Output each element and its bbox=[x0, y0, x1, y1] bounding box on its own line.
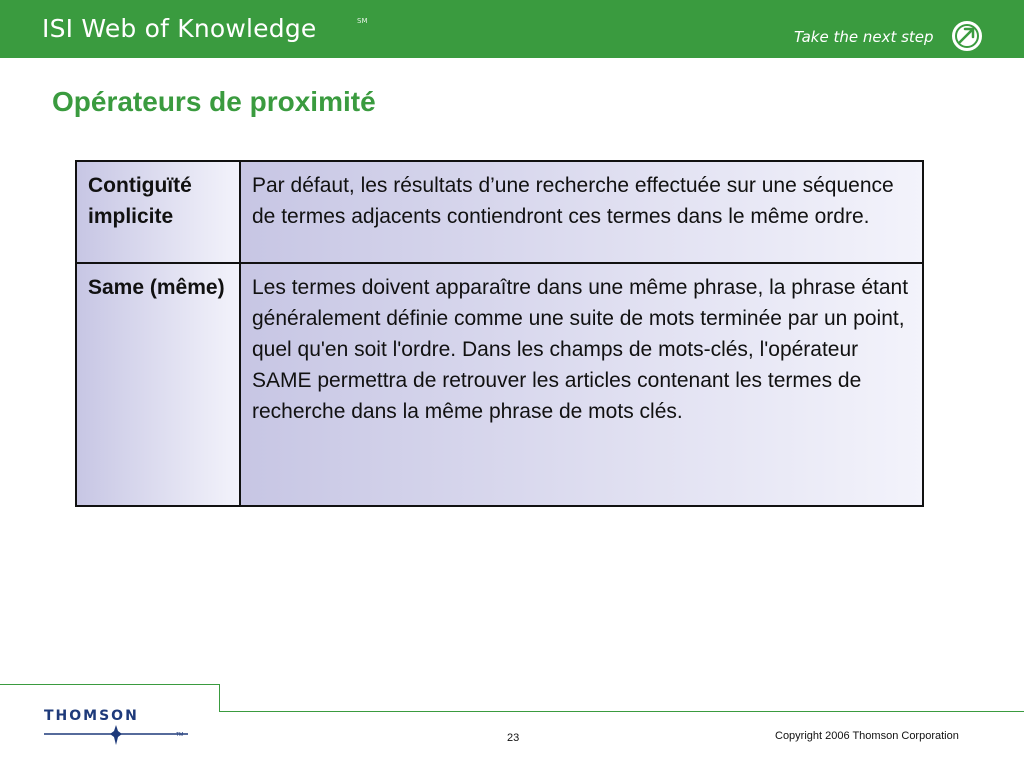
term-cell: Same (même) bbox=[76, 263, 240, 506]
slide-title: Opérateurs de proximité bbox=[52, 86, 376, 117]
definition-cell: Les termes doivent apparaître dans une même phrase, la phrase étant généralement définie comme une suite de mots terminée par un point, quel qu'en soit l'ordre. Dans les champs de mots-clés, l'opérateur SAME permettra de retrouver les articles contenant les termes de recherche dans la même phrase de mots clés. bbox=[240, 263, 923, 506]
brand-title: ISI Web of Knowledge bbox=[42, 14, 317, 43]
tagline: Take the next step bbox=[794, 28, 934, 46]
star-icon bbox=[42, 724, 190, 746]
footer-divider-right bbox=[219, 711, 1024, 712]
copyright-text: Copyright 2006 Thomson Corporation bbox=[775, 730, 959, 742]
arrow-circle-icon bbox=[951, 20, 983, 52]
page-number: 23 bbox=[507, 732, 520, 744]
table-row bbox=[76, 263, 923, 506]
operators-table bbox=[75, 160, 924, 507]
footer-divider bbox=[0, 684, 219, 685]
thomson-logo: THOMSON bbox=[44, 708, 139, 724]
footer-divider-step bbox=[219, 684, 220, 712]
table-row bbox=[76, 161, 923, 263]
header-bar bbox=[0, 0, 1024, 58]
trademark-mark: TM bbox=[176, 732, 184, 738]
definition-cell: Par défaut, les résultats d’une recherche effectuée sur une séquence de termes adjacents contiendront ces termes dans le même ordre. bbox=[240, 161, 923, 263]
service-mark: SM bbox=[357, 17, 368, 25]
term-cell: Contiguïté implicite bbox=[76, 161, 240, 263]
